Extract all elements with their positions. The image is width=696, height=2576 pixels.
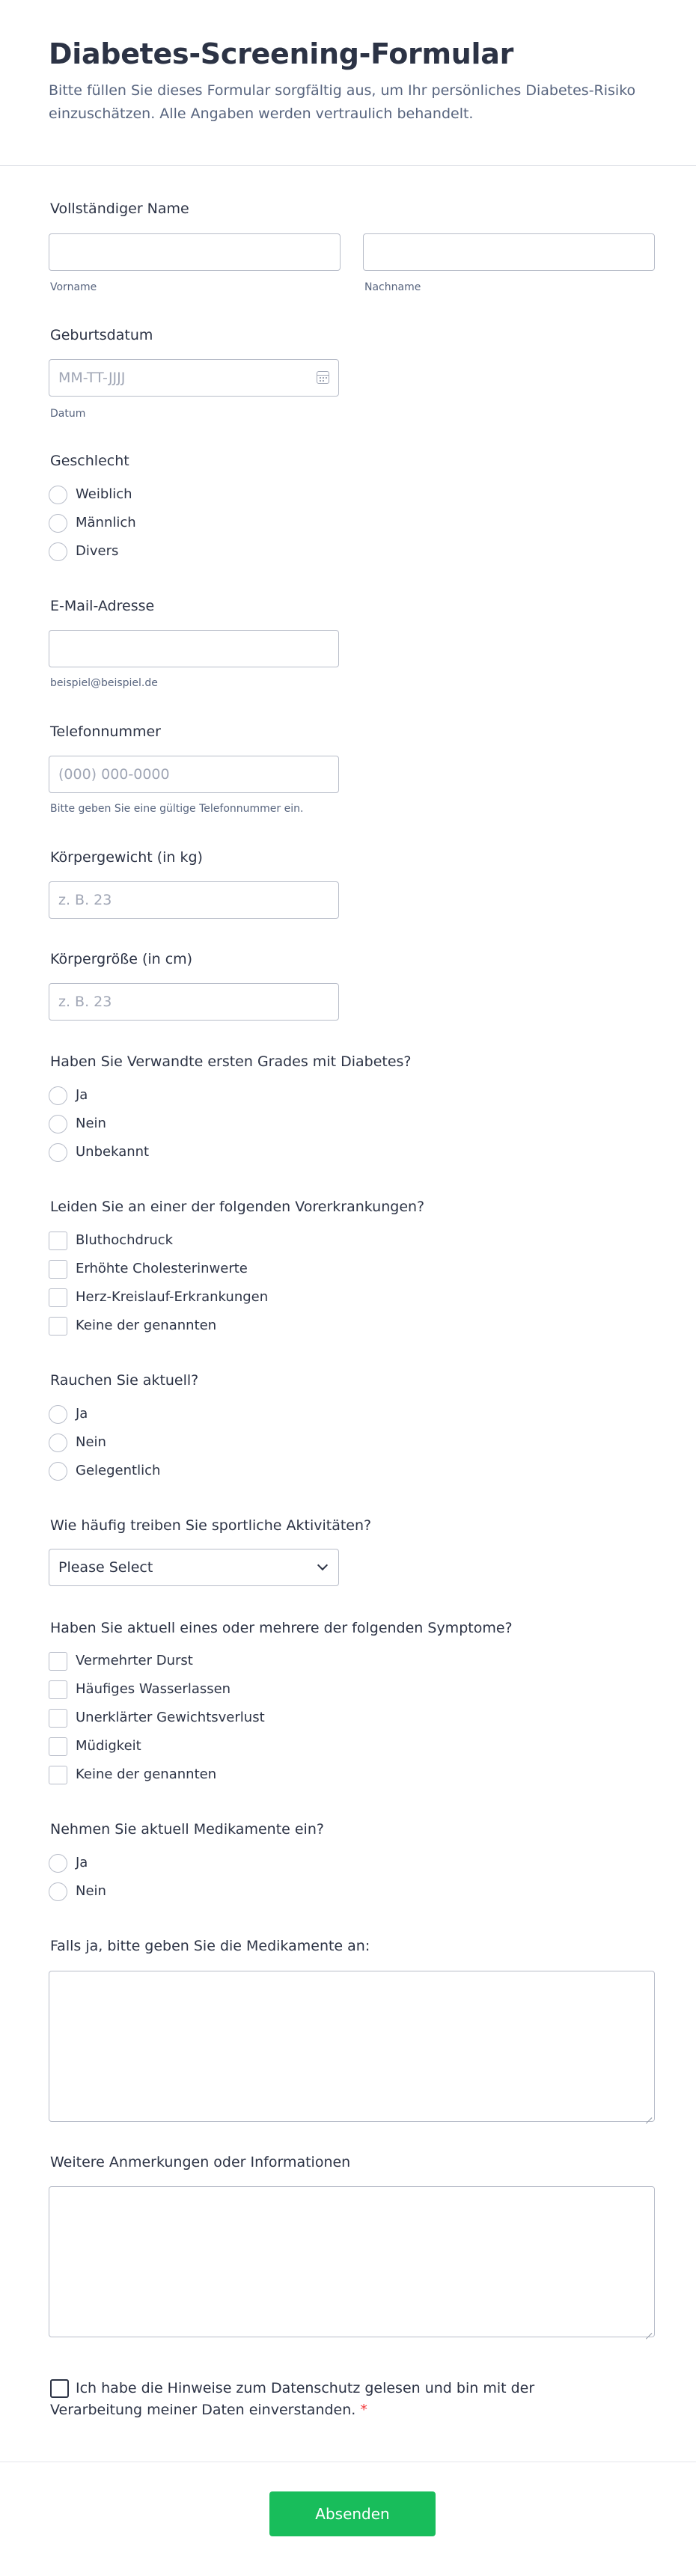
required-marker: * bbox=[360, 2402, 367, 2418]
gender-label: Geschlecht bbox=[50, 453, 129, 469]
checkbox[interactable] bbox=[49, 1766, 67, 1784]
checkbox[interactable] bbox=[49, 1680, 67, 1699]
notes-textarea[interactable] bbox=[49, 2186, 655, 2337]
sport-select-value: Please Select bbox=[58, 1559, 153, 1576]
checkbox[interactable] bbox=[49, 1317, 67, 1336]
resize-handle-icon[interactable] bbox=[645, 2328, 652, 2334]
height-label: Körpergröße (in cm) bbox=[50, 951, 193, 967]
form-title: Diabetes-Screening-Formular bbox=[49, 37, 514, 70]
phone-placeholder: (000) 000-0000 bbox=[58, 766, 170, 783]
calendar-icon[interactable] bbox=[317, 371, 329, 384]
height-input[interactable] bbox=[49, 983, 339, 1021]
height-placeholder: z. B. 23 bbox=[58, 994, 112, 1010]
medication-label: Nehmen Sie aktuell Medikamente ein? bbox=[50, 1821, 324, 1838]
family-history-label: Haben Sie Verwandte ersten Grades mit Diabetes? bbox=[50, 1053, 412, 1070]
email-label: E-Mail-Adresse bbox=[50, 598, 155, 614]
resize-handle-icon[interactable] bbox=[645, 2112, 652, 2119]
consent-text: Ich habe die Hinweise zum Datenschutz gelesen und bin mit der Verarbeitung meiner Daten einverstanden. * bbox=[50, 2380, 535, 2418]
radio-button[interactable] bbox=[49, 514, 67, 533]
birth-date-sublabel: Datum bbox=[50, 408, 86, 420]
radio-button[interactable] bbox=[49, 1086, 67, 1105]
phone-sublabel: Bitte geben Sie eine gültige Telefonnummer ein. bbox=[50, 803, 304, 815]
radio-button[interactable] bbox=[49, 1143, 67, 1162]
checkbox[interactable] bbox=[49, 1260, 67, 1279]
radio-button[interactable] bbox=[49, 1882, 67, 1901]
medication-details-textarea[interactable] bbox=[49, 1971, 655, 2122]
checkbox[interactable] bbox=[49, 1232, 67, 1250]
symptoms-label: Haben Sie aktuell eines oder mehrere der folgenden Symptome? bbox=[50, 1620, 513, 1636]
radio-button[interactable] bbox=[49, 486, 67, 504]
email-sublabel: beispiel@beispiel.de bbox=[50, 677, 158, 689]
weight-placeholder: z. B. 23 bbox=[58, 892, 112, 908]
conditions-label: Leiden Sie an einer der folgenden Vorerkrankungen? bbox=[50, 1199, 425, 1215]
radio-button[interactable] bbox=[49, 1462, 67, 1481]
email-input[interactable] bbox=[49, 630, 339, 667]
medication-details-label: Falls ja, bitte geben Sie die Medikamente an: bbox=[50, 1938, 370, 1954]
last-name-input[interactable] bbox=[363, 233, 655, 271]
checkbox[interactable] bbox=[49, 1709, 67, 1728]
sport-frequency-select[interactable] bbox=[49, 1549, 339, 1586]
sport-label: Wie häufig treiben Sie sportliche Aktivitäten? bbox=[50, 1517, 372, 1534]
first-name-input[interactable] bbox=[49, 233, 341, 271]
first-name-sublabel: Vorname bbox=[50, 281, 97, 293]
birth-date-input[interactable] bbox=[49, 359, 339, 397]
birth-date-placeholder: MM-TT-JJJJ bbox=[58, 370, 126, 386]
weight-label: Körpergewicht (in kg) bbox=[50, 849, 203, 866]
weight-input[interactable] bbox=[49, 881, 339, 919]
phone-label: Telefonnummer bbox=[50, 723, 161, 740]
chevron-down-icon bbox=[317, 1560, 328, 1570]
radio-button[interactable] bbox=[49, 1854, 67, 1873]
form-header bbox=[0, 0, 696, 166]
radio-button[interactable] bbox=[49, 542, 67, 561]
checkbox[interactable] bbox=[49, 1737, 67, 1756]
last-name-sublabel: Nachname bbox=[364, 281, 421, 293]
smoking-label: Rauchen Sie aktuell? bbox=[50, 1372, 199, 1389]
submit-button[interactable]: Absenden bbox=[269, 2491, 436, 2536]
checkbox[interactable] bbox=[49, 1288, 67, 1307]
notes-label: Weitere Anmerkungen oder Informationen bbox=[50, 2154, 351, 2170]
checkbox[interactable] bbox=[49, 1652, 67, 1671]
phone-input[interactable] bbox=[49, 756, 339, 793]
radio-button[interactable] bbox=[49, 1115, 67, 1133]
radio-button[interactable] bbox=[49, 1434, 67, 1452]
birth-date-label: Geburtsdatum bbox=[50, 327, 153, 343]
radio-button[interactable] bbox=[49, 1405, 67, 1424]
form-description: Bitte füllen Sie dieses Formular sorgfältig aus, um Ihr persönliches Diabetes-Risiko einzuschätzen. Alle Angaben werden vertraulich behandelt. bbox=[49, 82, 636, 122]
full-name-label: Vollständiger Name bbox=[50, 201, 189, 217]
